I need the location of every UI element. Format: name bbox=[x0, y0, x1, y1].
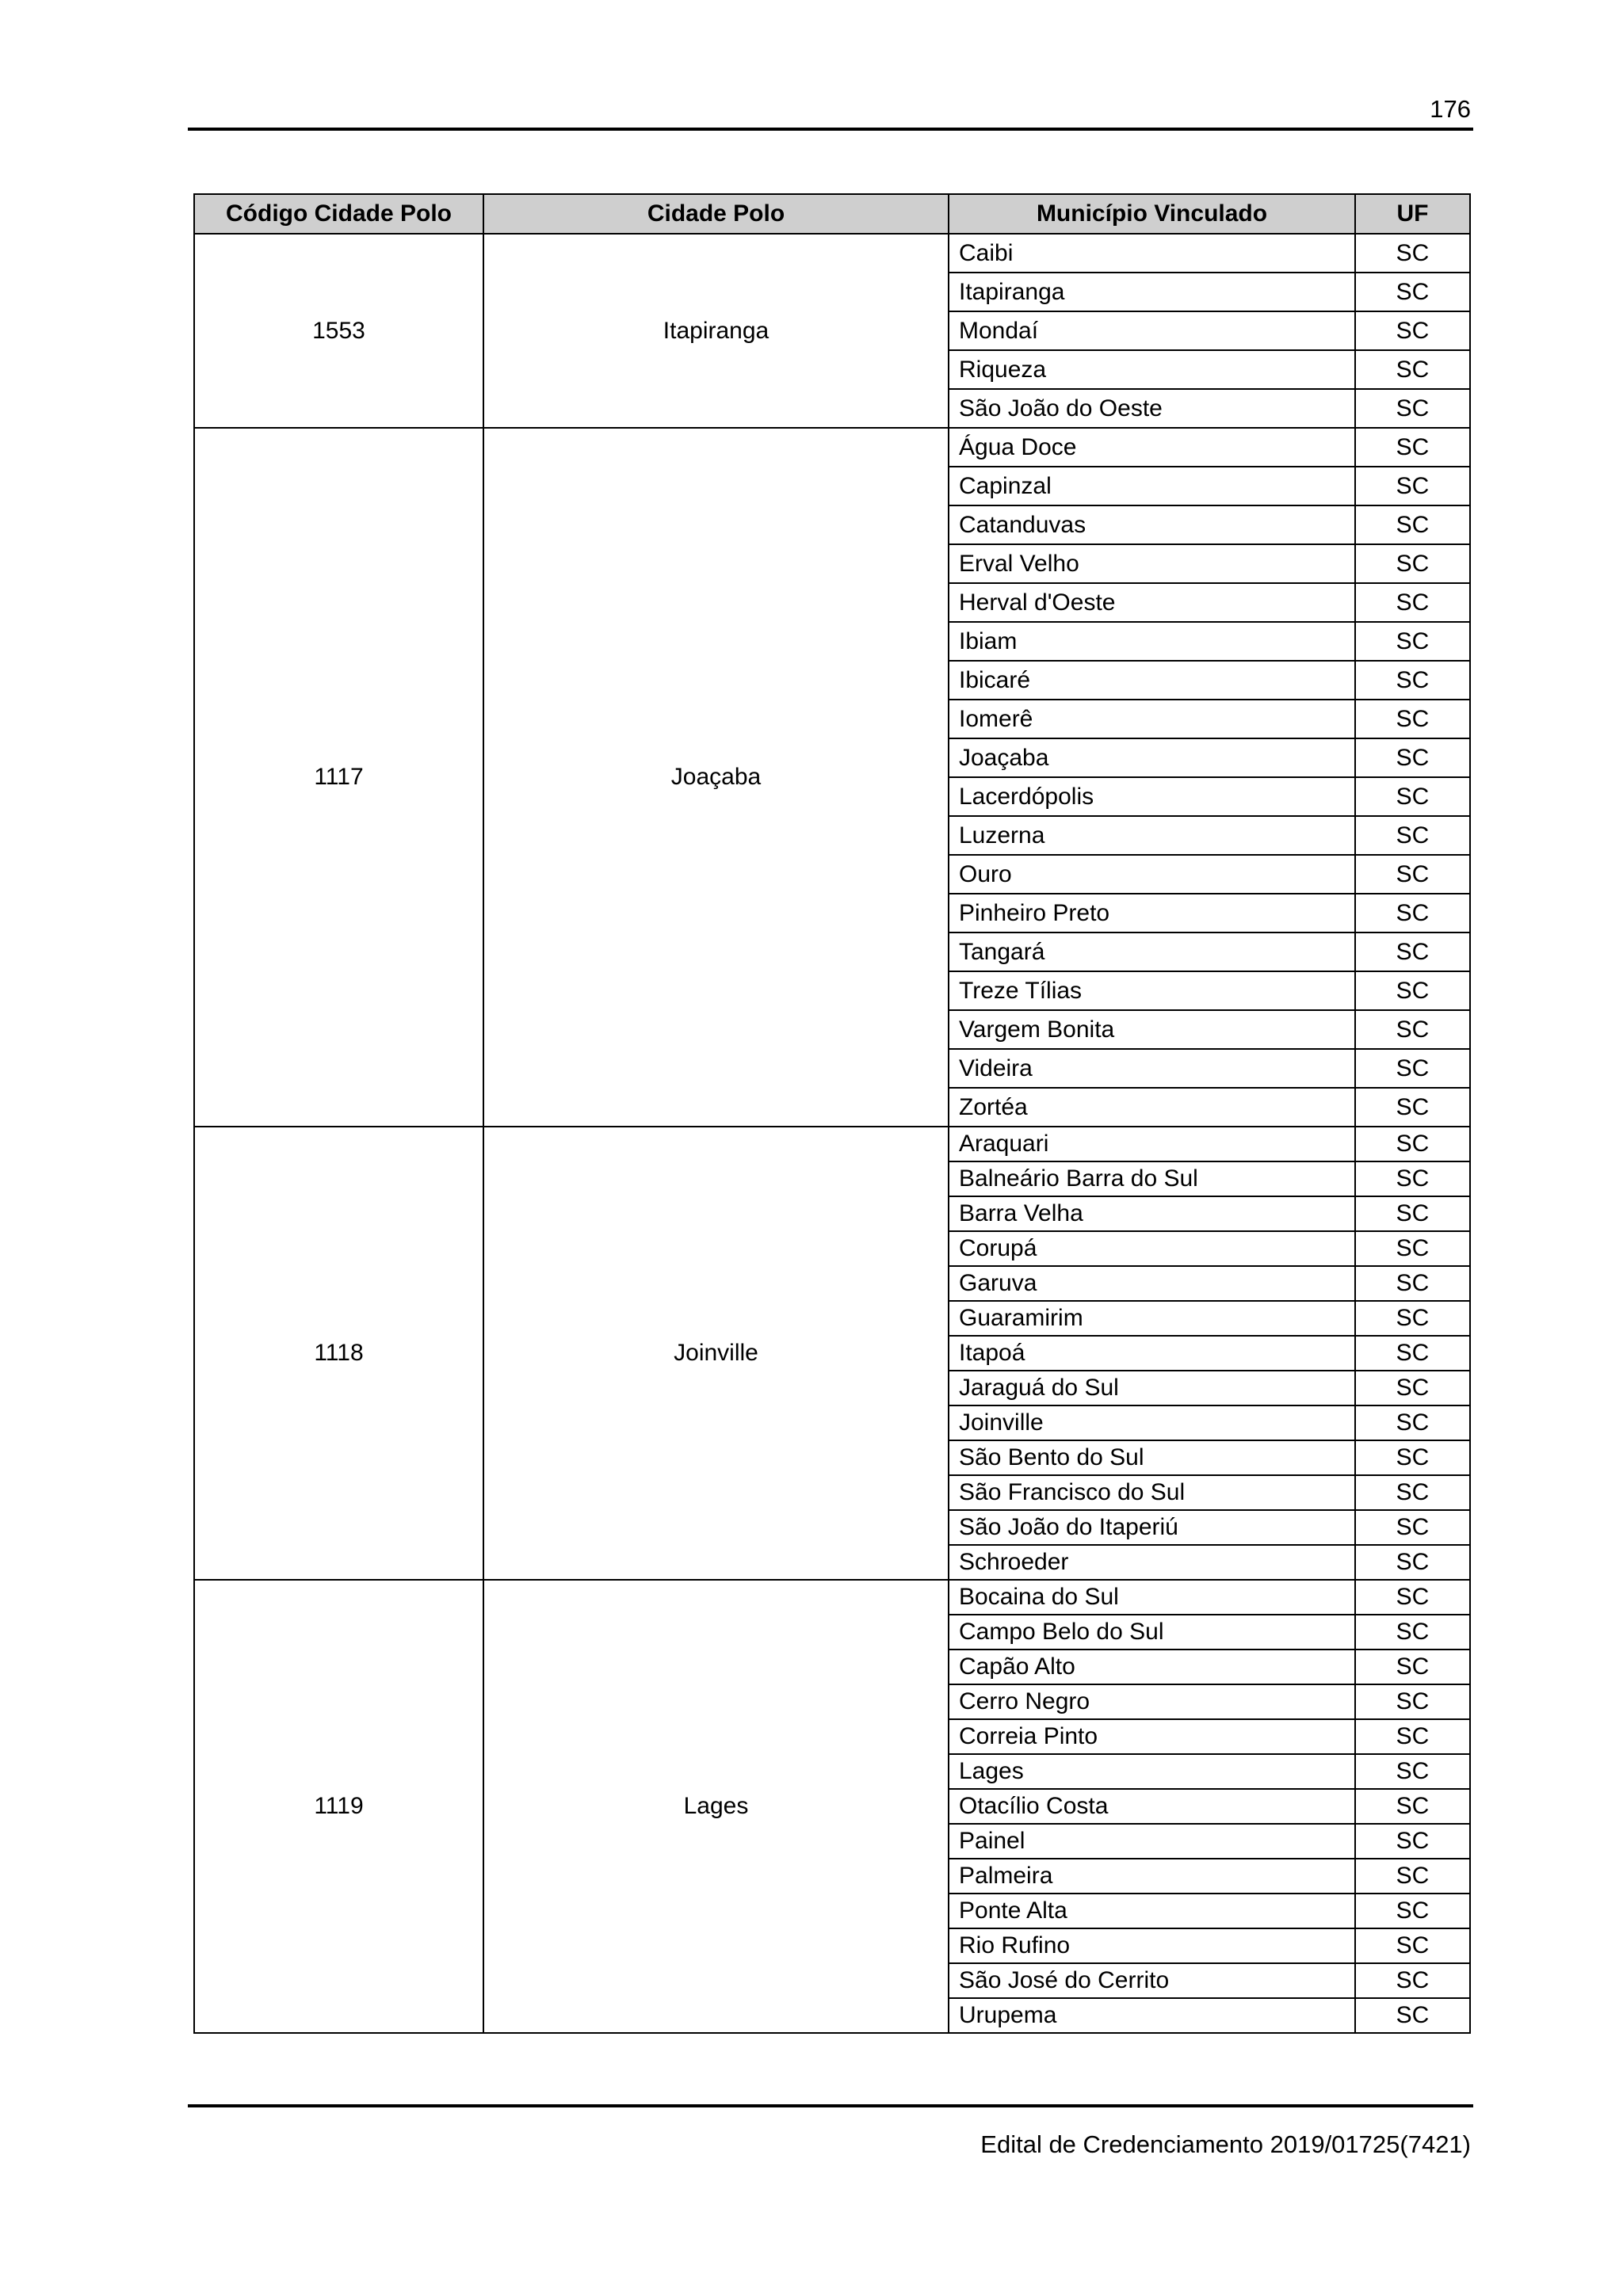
uf-cell: SC bbox=[1355, 1440, 1470, 1475]
uf-cell: SC bbox=[1355, 894, 1470, 933]
uf-cell: SC bbox=[1355, 1963, 1470, 1998]
cidade-polo-cell: Lages bbox=[483, 1580, 949, 2033]
municipio-vinculado-cell: Otacílio Costa bbox=[949, 1789, 1355, 1824]
municipio-vinculado-cell: Bocaina do Sul bbox=[949, 1580, 1355, 1615]
uf-cell: SC bbox=[1355, 855, 1470, 894]
municipio-vinculado-cell: Vargem Bonita bbox=[949, 1010, 1355, 1049]
municipio-vinculado-cell: Itapoá bbox=[949, 1336, 1355, 1371]
uf-cell: SC bbox=[1355, 1336, 1470, 1371]
municipio-vinculado-cell: São Bento do Sul bbox=[949, 1440, 1355, 1475]
uf-cell: SC bbox=[1355, 1684, 1470, 1719]
uf-cell: SC bbox=[1355, 544, 1470, 583]
uf-cell: SC bbox=[1355, 1650, 1470, 1684]
municipio-vinculado-cell: Campo Belo do Sul bbox=[949, 1615, 1355, 1650]
uf-cell: SC bbox=[1355, 505, 1470, 544]
municipio-vinculado-cell: Pinheiro Preto bbox=[949, 894, 1355, 933]
municipio-vinculado-cell: Schroeder bbox=[949, 1545, 1355, 1580]
uf-cell: SC bbox=[1355, 1266, 1470, 1301]
uf-cell: SC bbox=[1355, 1754, 1470, 1789]
municipio-vinculado-cell: Araquari bbox=[949, 1127, 1355, 1161]
uf-cell: SC bbox=[1355, 738, 1470, 777]
uf-cell: SC bbox=[1355, 1127, 1470, 1161]
municipio-vinculado-cell: Água Doce bbox=[949, 428, 1355, 467]
codigo-cidade-polo-cell: 1118 bbox=[194, 1127, 483, 1580]
municipio-vinculado-cell: Ibicaré bbox=[949, 661, 1355, 700]
table-header-row bbox=[194, 194, 1470, 234]
table-row bbox=[194, 428, 1470, 467]
municipio-vinculado-cell: São Francisco do Sul bbox=[949, 1475, 1355, 1510]
cidade-polo-cell: Joinville bbox=[483, 1127, 949, 1580]
municipio-vinculado-cell: Joaçaba bbox=[949, 738, 1355, 777]
uf-cell: SC bbox=[1355, 1371, 1470, 1405]
municipio-vinculado-cell: Videira bbox=[949, 1049, 1355, 1088]
uf-cell: SC bbox=[1355, 777, 1470, 816]
uf-cell: SC bbox=[1355, 389, 1470, 428]
header-rule bbox=[188, 128, 1473, 131]
municipio-vinculado-cell: Ibiam bbox=[949, 622, 1355, 661]
uf-cell: SC bbox=[1355, 622, 1470, 661]
uf-cell: SC bbox=[1355, 234, 1470, 273]
polo-municipio-table bbox=[193, 193, 1471, 2034]
municipio-vinculado-cell: Corupá bbox=[949, 1231, 1355, 1266]
uf-cell: SC bbox=[1355, 1405, 1470, 1440]
footer-text: Edital de Credenciamento 2019/01725(7421) bbox=[980, 2130, 1471, 2158]
municipio-vinculado-cell: São João do Itaperiú bbox=[949, 1510, 1355, 1545]
uf-cell: SC bbox=[1355, 1719, 1470, 1754]
polo-group bbox=[194, 428, 1470, 1127]
uf-cell: SC bbox=[1355, 350, 1470, 389]
uf-cell: SC bbox=[1355, 1088, 1470, 1127]
uf-cell: SC bbox=[1355, 1824, 1470, 1859]
uf-cell: SC bbox=[1355, 1010, 1470, 1049]
uf-cell: SC bbox=[1355, 700, 1470, 738]
municipio-vinculado-cell: Mondaí bbox=[949, 311, 1355, 350]
municipio-vinculado-cell: Jaraguá do Sul bbox=[949, 1371, 1355, 1405]
uf-cell: SC bbox=[1355, 1545, 1470, 1580]
uf-cell: SC bbox=[1355, 1859, 1470, 1894]
municipio-vinculado-cell: Riqueza bbox=[949, 350, 1355, 389]
uf-cell: SC bbox=[1355, 1196, 1470, 1231]
uf-cell: SC bbox=[1355, 311, 1470, 350]
municipio-vinculado-cell: Iomerê bbox=[949, 700, 1355, 738]
municipio-vinculado-cell: Capão Alto bbox=[949, 1650, 1355, 1684]
municipio-vinculado-cell: Cerro Negro bbox=[949, 1684, 1355, 1719]
uf-cell: SC bbox=[1355, 661, 1470, 700]
municipio-vinculado-cell: Herval d'Oeste bbox=[949, 583, 1355, 622]
table-row bbox=[194, 1127, 1470, 1161]
uf-cell: SC bbox=[1355, 1928, 1470, 1963]
municipio-vinculado-cell: Erval Velho bbox=[949, 544, 1355, 583]
uf-cell: SC bbox=[1355, 1161, 1470, 1196]
uf-cell: SC bbox=[1355, 1510, 1470, 1545]
polo-group bbox=[194, 1127, 1470, 1580]
uf-cell: SC bbox=[1355, 1049, 1470, 1088]
municipio-vinculado-cell: Joinville bbox=[949, 1405, 1355, 1440]
codigo-cidade-polo-cell: 1553 bbox=[194, 234, 483, 428]
table-row bbox=[194, 1580, 1470, 1615]
uf-cell: SC bbox=[1355, 1475, 1470, 1510]
uf-cell: SC bbox=[1355, 1231, 1470, 1266]
municipio-vinculado-cell: Barra Velha bbox=[949, 1196, 1355, 1231]
uf-cell: SC bbox=[1355, 273, 1470, 311]
municipio-vinculado-cell: São José do Cerrito bbox=[949, 1963, 1355, 1998]
municipio-vinculado-cell: Painel bbox=[949, 1824, 1355, 1859]
uf-cell: SC bbox=[1355, 1998, 1470, 2033]
uf-cell: SC bbox=[1355, 428, 1470, 467]
municipio-vinculado-cell: Palmeira bbox=[949, 1859, 1355, 1894]
uf-cell: SC bbox=[1355, 1615, 1470, 1650]
uf-cell: SC bbox=[1355, 816, 1470, 855]
column-header-municipio: Município Vinculado bbox=[949, 194, 1355, 234]
municipio-vinculado-cell: Lages bbox=[949, 1754, 1355, 1789]
municipio-vinculado-cell: Correia Pinto bbox=[949, 1719, 1355, 1754]
municipio-vinculado-cell: Ouro bbox=[949, 855, 1355, 894]
codigo-cidade-polo-cell: 1117 bbox=[194, 428, 483, 1127]
municipio-vinculado-cell: Zortéa bbox=[949, 1088, 1355, 1127]
uf-cell: SC bbox=[1355, 1894, 1470, 1928]
column-header-codigo: Código Cidade Polo bbox=[194, 194, 483, 234]
municipio-vinculado-cell: Balneário Barra do Sul bbox=[949, 1161, 1355, 1196]
municipio-vinculado-cell: São João do Oeste bbox=[949, 389, 1355, 428]
column-header-uf: UF bbox=[1355, 194, 1470, 234]
polo-group bbox=[194, 1580, 1470, 2033]
uf-cell: SC bbox=[1355, 583, 1470, 622]
uf-cell: SC bbox=[1355, 1580, 1470, 1615]
municipio-vinculado-cell: Caibi bbox=[949, 234, 1355, 273]
cidade-polo-cell: Itapiranga bbox=[483, 234, 949, 428]
uf-cell: SC bbox=[1355, 1301, 1470, 1336]
uf-cell: SC bbox=[1355, 1789, 1470, 1824]
municipio-vinculado-cell: Rio Rufino bbox=[949, 1928, 1355, 1963]
column-header-cidade-polo: Cidade Polo bbox=[483, 194, 949, 234]
municipio-vinculado-cell: Itapiranga bbox=[949, 273, 1355, 311]
uf-cell: SC bbox=[1355, 933, 1470, 971]
uf-cell: SC bbox=[1355, 467, 1470, 505]
municipio-vinculado-cell: Luzerna bbox=[949, 816, 1355, 855]
table-header bbox=[194, 194, 1470, 234]
municipio-vinculado-cell: Capinzal bbox=[949, 467, 1355, 505]
municipio-vinculado-cell: Guaramirim bbox=[949, 1301, 1355, 1336]
cidade-polo-cell: Joaçaba bbox=[483, 428, 949, 1127]
municipio-vinculado-cell: Treze Tílias bbox=[949, 971, 1355, 1010]
municipio-vinculado-cell: Lacerdópolis bbox=[949, 777, 1355, 816]
municipio-vinculado-cell: Catanduvas bbox=[949, 505, 1355, 544]
municipio-vinculado-cell: Ponte Alta bbox=[949, 1894, 1355, 1928]
table-row bbox=[194, 234, 1470, 273]
codigo-cidade-polo-cell: 1119 bbox=[194, 1580, 483, 2033]
page-number: 176 bbox=[1430, 95, 1471, 123]
uf-cell: SC bbox=[1355, 971, 1470, 1010]
municipio-vinculado-cell: Garuva bbox=[949, 1266, 1355, 1301]
footer-rule bbox=[188, 2104, 1473, 2107]
municipio-vinculado-cell: Urupema bbox=[949, 1998, 1355, 2033]
polo-group bbox=[194, 234, 1470, 428]
municipio-vinculado-cell: Tangará bbox=[949, 933, 1355, 971]
